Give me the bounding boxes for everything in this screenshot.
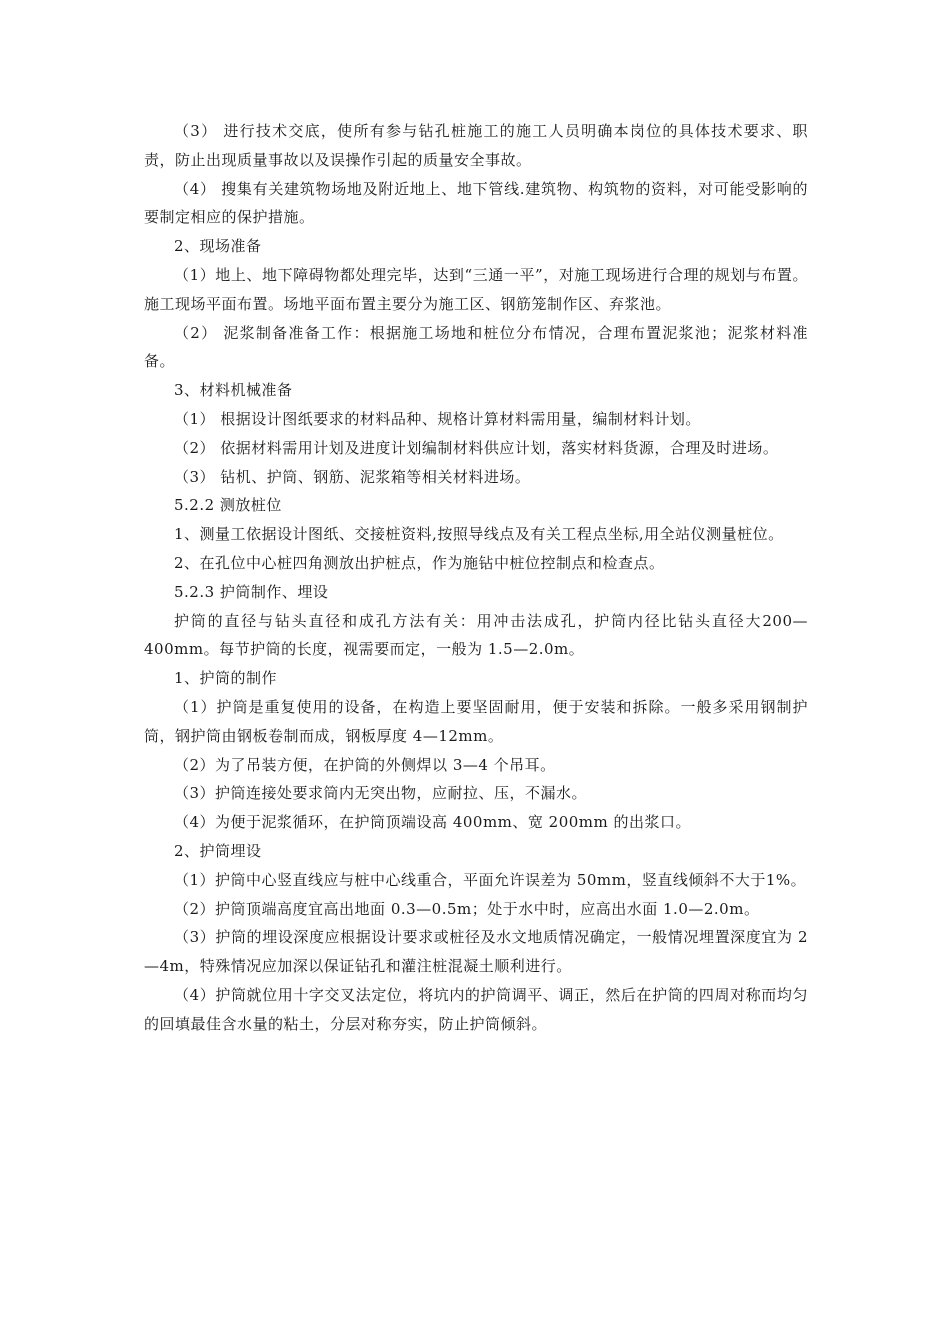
paragraph-tech-briefing: （3） 进行技术交底，使所有参与钻孔桩施工的施工人员明确本岗位的具体技术要求、职责，防止出现质量事故以及误操作引起的质量安全事故。 [144, 122, 808, 169]
heading-casing-fabrication: 5.2.3 护筒制作、埋设 [174, 582, 329, 601]
heading-pile-layout: 5.2.2 测放桩位 [174, 496, 282, 515]
paragraph-lifting-lugs: （2）为了吊装方便，在护筒的外侧焊以 3—4 个吊耳。 [174, 755, 556, 774]
heading-material-machinery: 3、材料机械准备 [174, 381, 293, 400]
paragraph-obstacle-clearing: （1）地上、地下障碍物都处理完毕，达到“三通一平”，对施工现场进行合理的规划与布置。施工现场平面布置。场地平面布置主要分为施工区、钢筋笼制作区、弃浆池。 [144, 265, 808, 313]
heading-casing-burying: 2、护筒埋设 [174, 841, 262, 860]
paragraph-casing-joints: （3）护筒连接处要求筒内无突出物，应耐拉、压，不漏水。 [174, 784, 588, 803]
paragraph-casing-alignment: （1）护筒中心竖直线应与桩中心线重合，平面允许误差为 50mm，竖直线倾斜不大于1%。 [174, 870, 807, 889]
paragraph-casing-top-height: （2）护筒顶端高度宜高出地面 0.3—0.5m；处于水中时，应高出水面 1.0—2.0m。 [174, 899, 760, 918]
paragraph-collect-data: （4） 搜集有关建筑物场地及附近地上、地下管线.建筑物、构筑物的资料，对可能受影响的要制定相应的保护措施。 [144, 179, 808, 227]
paragraph-slurry-outlet: （4）为便于泥浆循环，在护筒顶端设高 400mm、宽 200mm 的出浆口。 [174, 813, 692, 832]
paragraph-slurry-preparation: （2） 泥浆制备准备工作：根据施工场地和桩位分布情况，合理布置泥浆池；泥浆材料准备。 [144, 323, 808, 371]
paragraph-casing-steel: （1）护筒是重复使用的设备，在构造上要坚固耐用，便于安装和拆除。一般多采用钢制护筒，钢护筒由钢板卷制而成，钢板厚度 4—12mm。 [144, 697, 808, 745]
paragraph-material-plan: （1） 根据设计图纸要求的材料品种、规格计算材料需用量，编制材料计划。 [174, 409, 701, 428]
heading-casing-making: 1、护筒的制作 [174, 669, 278, 688]
paragraph-casing-positioning: （4）护筒就位用十字交叉法定位，将坑内的护筒调平、调正，然后在护筒的四周对称而均匀的回填最佳含水量的粘土，分层对称夯实，防止护筒倾斜。 [144, 985, 808, 1033]
heading-site-preparation: 2、现场准备 [174, 237, 262, 256]
paragraph-burying-depth: （3）护筒的埋设深度应根据设计要求或桩径及水文地质情况确定，一般情况埋置深度宜为 2—4m，特殊情况应加深以保证钻孔和灌注桩混凝土顺利进行。 [144, 928, 808, 976]
paragraph-casing-diameter: 护筒的直径与钻头直径和成孔方法有关：用冲击法成孔，护筒内径比钻头直径大200—400mm。每节护筒的长度，视需要而定，一般为 1.5—2.0m。 [144, 611, 808, 659]
paragraph-equipment-entry: （3） 钻机、护筒、钢筋、泥浆箱等相关材料进场。 [174, 467, 531, 486]
document-body [144, 117, 808, 1039]
paragraph-guard-piles: 2、在孔位中心桩四角测放出护桩点，作为施钻中桩位控制点和检查点。 [174, 553, 665, 572]
paragraph-survey-pile-position: 1、测量工依据设计图纸、交接桩资料,按照导线点及有关工程点坐标,用全站仪测量桩位。 [174, 525, 784, 544]
paragraph-material-supply: （2） 依据材料需用计划及进度计划编制材料供应计划，落实材料货源，合理及时进场。 [174, 438, 779, 457]
